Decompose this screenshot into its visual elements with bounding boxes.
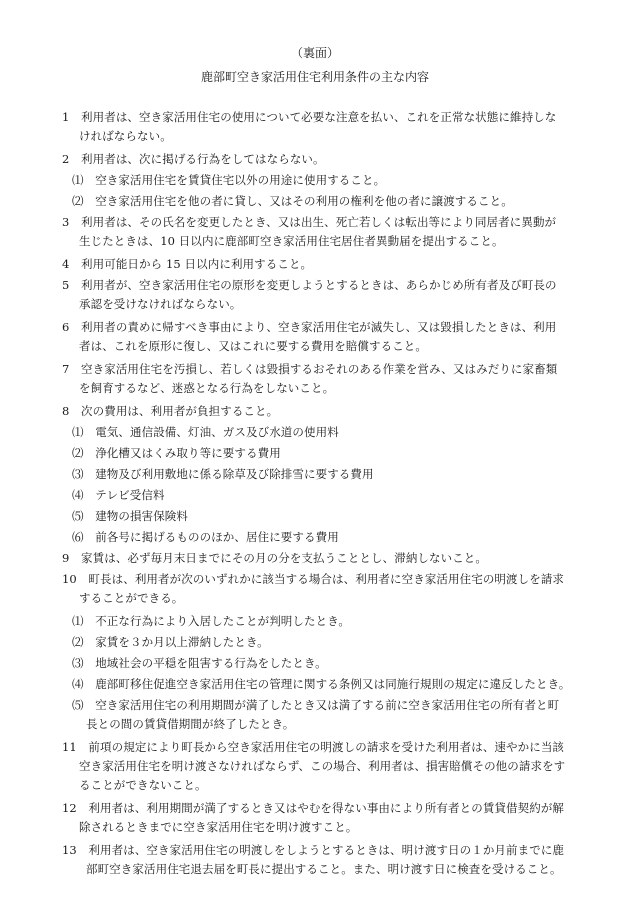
list-item: ⑷ テレビ受信料 (72, 488, 165, 502)
list-item: 除されるときまでに空き家活用住宅を明け渡すこと。 (79, 820, 358, 834)
list-item: ⑸ 空き家活用住宅の利用期間が満了したとき又は満了する前に空き家活用住宅の所有者と町 (72, 698, 560, 712)
list-item: ければならない。 (79, 129, 172, 143)
list-item: ⑵ 空き家活用住宅を他の者に貸し、又はその利用の権利を他の者に譲渡すること。 (72, 194, 513, 208)
list-item: 7 空き家活用住宅を汚損し、若しくは毀損するおそれのある作業を営み、又はみだりに家畜類 (62, 362, 558, 376)
list-item: ⑷ 鹿部町移住促進空き家活用住宅の管理に関する条例又は同施行規則の規定に違反したとき。 (72, 677, 571, 691)
list-item: 長との間の賃貸借期間が終了したとき。 (86, 717, 295, 731)
list-item: 9 家賃は、必ず毎月末日までにその月の分を支払うこととし、滞納しないこと。 (62, 551, 488, 565)
list-item: 承認を受けなければならない。 (79, 297, 242, 311)
list-item: ⑹ 前各号に掲げるもののほか、居住に要する費用 (72, 530, 339, 544)
list-item: 10 町長は、利用者が次のいずれかに該当する場合は、利用者に空き家活用住宅の明渡しを請求 (62, 572, 565, 586)
list-item: 2 利用者は、次に掲げる行為をしてはならない。 (62, 152, 325, 166)
document-subtitle: （裏面） (290, 46, 339, 60)
list-item: ⑵ 家賃を３か月以上滞納したとき。 (72, 635, 269, 649)
list-item: 13 利用者は、空き家活用住宅の明渡しをしようとするときは、明け渡す日の１か月前までに鹿 (62, 843, 565, 857)
list-item: ⑸ 建物の損害保険料 (72, 509, 188, 523)
list-item: 11 前項の規定により町長から空き家活用住宅の明渡しの請求を受けた利用者は、速やかに当該 (62, 740, 565, 754)
list-item: 5 利用者が、空き家活用住宅の原形を変更しようとするときは、あらかじめ所有者及び町長の (62, 278, 557, 292)
list-item: 者は、これを原形に復し、又はこれに要する費用を賠償すること。 (79, 339, 427, 353)
document-title: 鹿部町空き家活用住宅利用条件の主な内容 (200, 70, 429, 84)
list-item: ⑶ 建物及び利用敷地に係る除草及び除排雪に要する費用 (72, 467, 374, 481)
list-item: 部町空き家活用住宅退去届を町長に提出すること。また、明け渡す日に検査を受けること。 (86, 862, 562, 876)
list-item: することができる。 (79, 591, 184, 605)
list-item: 1 利用者は、空き家活用住宅の使用について必要な注意を払い、これを正常な状態に維持しな (62, 110, 557, 124)
list-item: ⑵ 浄化槽又はくみ取り等に要する費用 (72, 446, 281, 460)
list-item: 3 利用者は、その氏名を変更したとき、又は出生、死亡若しくは転出等により同居者に異動が (62, 215, 557, 229)
list-item: 6 利用者の責めに帰すべき事由により、空き家活用住宅が滅失し、又は毀損したときは、利用 (62, 320, 557, 334)
list-item: 12 利用者は、利用期間が満了するとき又はやむを得ない事由により所有者との賃貸借契約が解 (62, 801, 565, 815)
list-item: ることができないこと。 (79, 778, 207, 792)
list-item: ⑴ 空き家活用住宅を賃貸住宅以外の用途に使用すること。 (72, 173, 386, 187)
list-item: 生じたときは、10 日以内に鹿部町空き家活用住宅居住者異動届を提出すること。 (79, 234, 504, 248)
list-item: ⑴ 電気、通信設備、灯油、ガス及び水道の使用料 (72, 425, 339, 439)
list-item: を飼育するなど、迷惑となる行為をしないこと。 (79, 381, 335, 395)
list-item: 4 利用可能日から 15 日以内に利用すること。 (62, 257, 313, 271)
list-item: 空き家活用住宅を明け渡さなければならず、この場合、利用者は、損害賠償その他の請求をす (79, 759, 566, 773)
list-item: ⑴ 不正な行為により入居したことが判明したとき。 (72, 614, 350, 628)
list-item: 8 次の費用は、利用者が負担すること。 (62, 404, 279, 418)
list-item: ⑶ 地域社会の平穏を阻害する行為をしたとき。 (72, 656, 327, 670)
